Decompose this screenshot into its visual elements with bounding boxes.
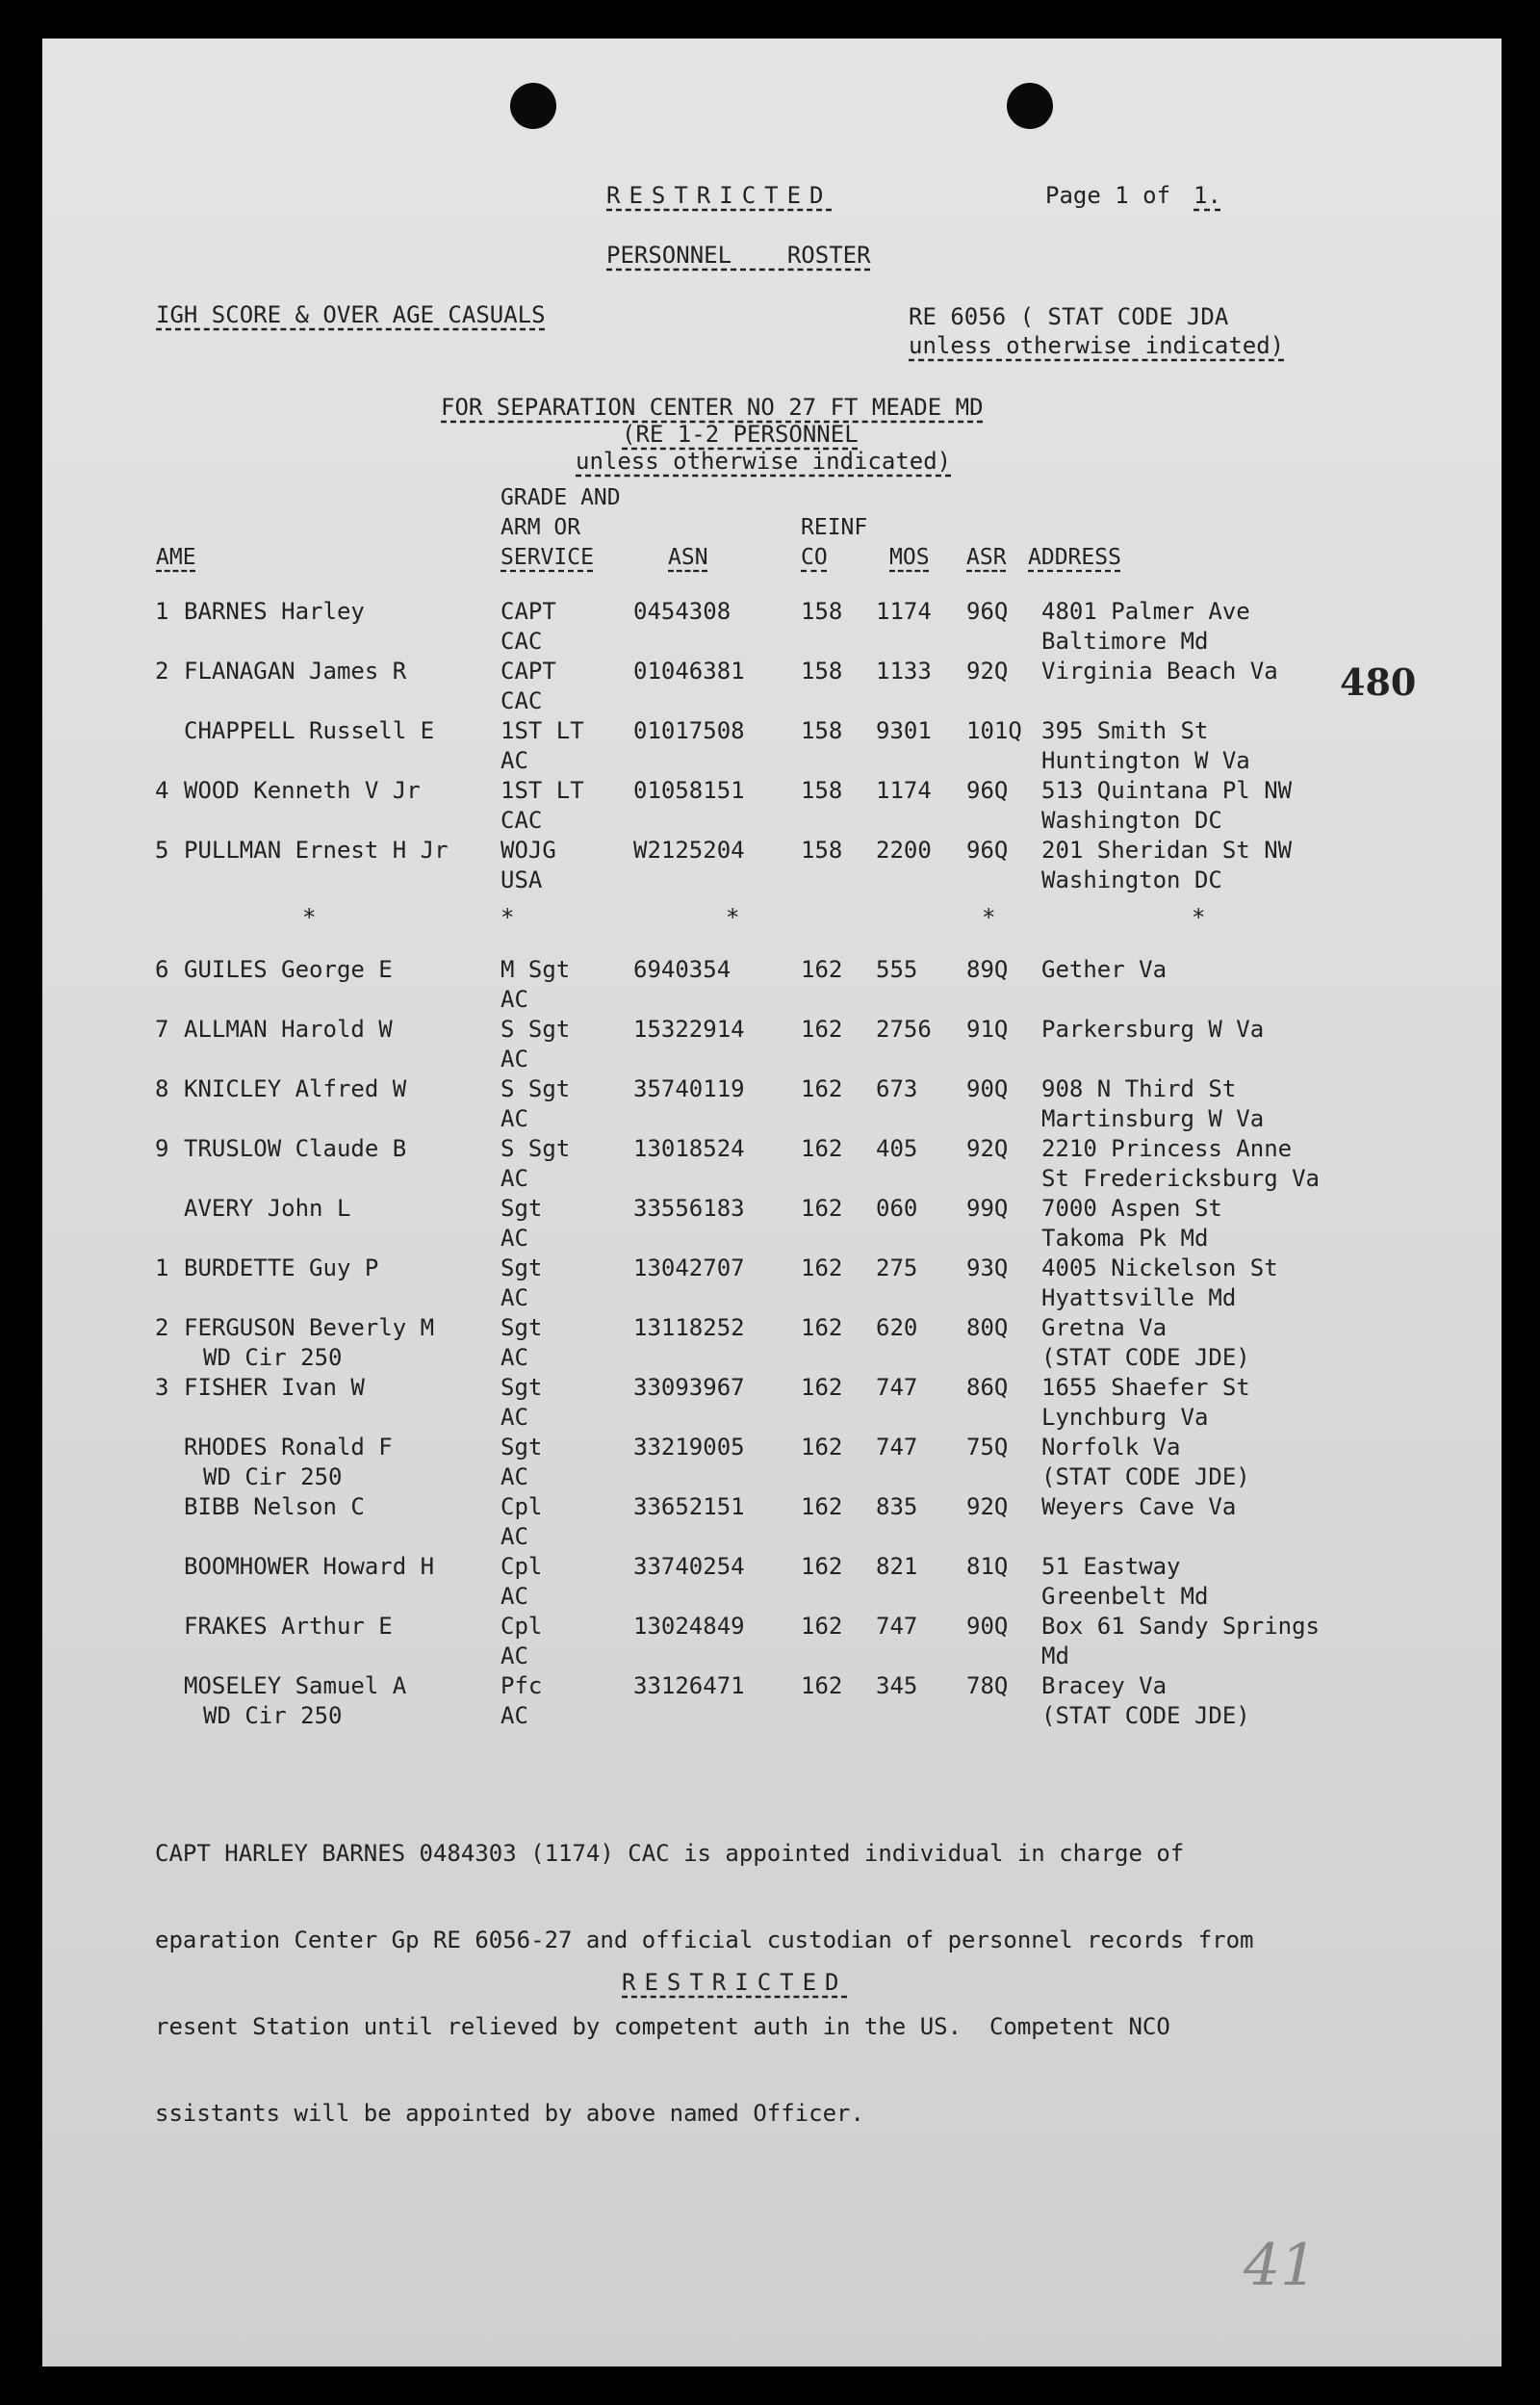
- arm-cell: AC: [500, 986, 528, 1013]
- row-number: 3: [155, 1374, 169, 1401]
- re-code-note: unless otherwise indicated): [909, 332, 1285, 359]
- reinf-co-cell: 162: [801, 1254, 843, 1281]
- col-grade-header-2: ARM OR: [500, 515, 581, 540]
- grade-cell: Cpl: [500, 1613, 543, 1640]
- table-row: [42, 1313, 1502, 1373]
- page-number: 1.: [1194, 182, 1221, 209]
- document-sheet: [42, 39, 1502, 2366]
- mos-cell: 747: [876, 1613, 918, 1640]
- col-grade-header-3: SERVICE: [500, 545, 594, 570]
- arm-cell: CAC: [500, 628, 543, 655]
- person-name: BOOMHOWER Howard H: [184, 1553, 435, 1580]
- arm-cell: AC: [500, 747, 528, 774]
- mos-cell: 555: [876, 956, 918, 983]
- address-line-2: St Fredericksburg Va: [1041, 1165, 1320, 1192]
- mos-cell: 1133: [876, 658, 932, 685]
- address-line-2: Greenbelt Md: [1041, 1583, 1209, 1610]
- table-row: [42, 776, 1502, 836]
- row-number: 8: [155, 1075, 169, 1102]
- note-line: resent Station until relieved by competent auth in the US. Competent NCO: [155, 2013, 1170, 2040]
- asn-cell: 35740119: [633, 1075, 745, 1102]
- address-line-1: Parkersburg W Va: [1041, 1016, 1265, 1043]
- page-indicator: Page 1 of: [1045, 182, 1171, 209]
- address-line-1: 7000 Aspen St: [1041, 1195, 1222, 1222]
- person-name: BARNES Harley: [184, 598, 365, 625]
- asr-cell: 92Q: [966, 1493, 1009, 1520]
- grade-cell: M Sgt: [500, 956, 571, 983]
- arm-cell: AC: [500, 1523, 528, 1550]
- person-name: ALLMAN Harold W: [184, 1016, 393, 1043]
- asn-cell: 33652151: [633, 1493, 745, 1520]
- asr-cell: 92Q: [966, 1135, 1009, 1162]
- table-row: [42, 1074, 1502, 1134]
- mos-cell: 275: [876, 1254, 918, 1281]
- reinf-co-cell: 162: [801, 1672, 843, 1699]
- grade-cell: WOJG: [500, 837, 556, 864]
- asr-cell: 101Q: [966, 717, 1022, 744]
- asr-cell: 96Q: [966, 598, 1009, 625]
- grade-cell: Cpl: [500, 1553, 543, 1580]
- person-name: BURDETTE Guy P: [184, 1254, 379, 1281]
- person-name: WOOD Kenneth V Jr: [184, 777, 421, 804]
- row-number: 5: [155, 837, 169, 864]
- destination-line-3: unless otherwise indicated): [576, 448, 952, 475]
- asn-cell: 01017508: [633, 717, 745, 744]
- address-line-2: Washington DC: [1041, 807, 1222, 834]
- classification-footer: RESTRICTED: [622, 1969, 848, 1996]
- asn-cell: 01046381: [633, 658, 745, 685]
- address-line-2: Md: [1041, 1642, 1069, 1669]
- asn-cell: 33556183: [633, 1195, 745, 1222]
- grade-cell: 1ST LT: [500, 777, 584, 804]
- table-row: [42, 1015, 1502, 1074]
- col-reinf-header-2: CO: [801, 545, 828, 570]
- arm-cell: AC: [500, 1105, 528, 1132]
- re-code: RE 6056 ( STAT CODE JDA: [909, 303, 1229, 330]
- mos-cell: 835: [876, 1493, 918, 1520]
- asn-cell: 01058151: [633, 777, 745, 804]
- mos-cell: 2200: [876, 837, 932, 864]
- separator-mark: *: [500, 904, 515, 931]
- punch-hole-right: [1007, 83, 1053, 129]
- table-row: [42, 657, 1502, 716]
- arm-cell: CAC: [500, 807, 543, 834]
- destination-line: FOR SEPARATION CENTER NO 27 FT MEADE MD: [441, 394, 984, 421]
- reinf-co-cell: 162: [801, 1613, 843, 1640]
- asn-cell: 13024849: [633, 1613, 745, 1640]
- grade-cell: CAPT: [500, 598, 556, 625]
- table-row: [42, 1134, 1502, 1194]
- grade-cell: Pfc: [500, 1672, 543, 1699]
- reinf-co-cell: 158: [801, 658, 843, 685]
- person-name: GUILES George E: [184, 956, 393, 983]
- reinf-co-cell: 162: [801, 1135, 843, 1162]
- separator-mark: *: [1192, 904, 1206, 931]
- asr-cell: 75Q: [966, 1434, 1009, 1461]
- asr-cell: 90Q: [966, 1075, 1009, 1102]
- asn-cell: 13042707: [633, 1254, 745, 1281]
- mos-cell: 747: [876, 1434, 918, 1461]
- arm-cell: AC: [500, 1284, 528, 1311]
- address-line-1: 201 Sheridan St NW: [1041, 837, 1293, 864]
- table-row: [42, 597, 1502, 657]
- address-line-2: (STAT CODE JDE): [1041, 1463, 1250, 1490]
- person-name: KNICLEY Alfred W: [184, 1075, 407, 1102]
- asr-cell: 80Q: [966, 1314, 1009, 1341]
- grade-cell: Sgt: [500, 1374, 543, 1401]
- row-number: 1: [155, 1254, 169, 1281]
- grade-cell: S Sgt: [500, 1016, 571, 1043]
- asn-cell: 15322914: [633, 1016, 745, 1043]
- row-number: 1: [155, 598, 169, 625]
- address-line-1: Box 61 Sandy Springs: [1041, 1613, 1320, 1640]
- col-asr-header: ASR: [966, 545, 1007, 570]
- asr-cell: 86Q: [966, 1374, 1009, 1401]
- mos-cell: 747: [876, 1374, 918, 1401]
- reinf-co-cell: 158: [801, 717, 843, 744]
- address-line-1: Virginia Beach Va: [1041, 658, 1278, 685]
- arm-cell: AC: [500, 1165, 528, 1192]
- asn-cell: 33740254: [633, 1553, 745, 1580]
- reinf-co-cell: 158: [801, 777, 843, 804]
- name-note: WD Cir 250: [203, 1344, 343, 1371]
- address-line-1: 2210 Princess Anne: [1041, 1135, 1293, 1162]
- reinf-co-cell: 162: [801, 1016, 843, 1043]
- page-title: PERSONNEL ROSTER: [606, 242, 871, 269]
- asr-cell: 78Q: [966, 1672, 1009, 1699]
- address-line-1: 513 Quintana Pl NW: [1041, 777, 1293, 804]
- table-row: [42, 1552, 1502, 1612]
- address-line-1: Bracey Va: [1041, 1672, 1168, 1699]
- asr-cell: 81Q: [966, 1553, 1009, 1580]
- address-line-1: Norfolk Va: [1041, 1434, 1181, 1461]
- person-name: FRAKES Arthur E: [184, 1613, 393, 1640]
- reinf-co-cell: 158: [801, 837, 843, 864]
- person-name: CHAPPELL Russell E: [184, 717, 435, 744]
- arm-cell: AC: [500, 1702, 528, 1729]
- asn-cell: 33093967: [633, 1374, 745, 1401]
- row-number: 4: [155, 777, 169, 804]
- mos-cell: 821: [876, 1553, 918, 1580]
- grade-cell: Sgt: [500, 1195, 543, 1222]
- mos-cell: 673: [876, 1075, 918, 1102]
- arm-cell: USA: [500, 866, 543, 893]
- separator-mark: *: [726, 904, 740, 931]
- destination-line-2: (RE 1-2 PERSONNEL: [622, 421, 859, 448]
- address-line-2: Martinsburg W Va: [1041, 1105, 1265, 1132]
- reinf-co-cell: 162: [801, 956, 843, 983]
- grade-cell: S Sgt: [500, 1135, 571, 1162]
- table-row: [42, 1254, 1502, 1313]
- address-line-2: Hyattsville Md: [1041, 1284, 1237, 1311]
- note-line: CAPT HARLEY BARNES 0484303 (1174) CAC is appointed individual in charge of: [155, 1840, 1185, 1867]
- address-line-2: Washington DC: [1041, 866, 1222, 893]
- mos-cell: 620: [876, 1314, 918, 1341]
- address-line-1: 395 Smith St: [1041, 717, 1209, 744]
- table-row: [42, 1671, 1502, 1731]
- reinf-co-cell: 162: [801, 1314, 843, 1341]
- col-mos-header: MOS: [889, 545, 930, 570]
- reinf-co-cell: 162: [801, 1195, 843, 1222]
- asr-cell: 96Q: [966, 837, 1009, 864]
- mos-cell: 060: [876, 1195, 918, 1222]
- grade-cell: Sgt: [500, 1314, 543, 1341]
- asn-cell: 33126471: [633, 1672, 745, 1699]
- stamp-number: 480: [1340, 660, 1417, 704]
- mos-cell: 1174: [876, 598, 932, 625]
- row-number: 6: [155, 956, 169, 983]
- asn-cell: 13118252: [633, 1314, 745, 1341]
- table-row: [42, 716, 1502, 776]
- grade-cell: S Sgt: [500, 1075, 571, 1102]
- asr-cell: 92Q: [966, 658, 1009, 685]
- grade-cell: CAPT: [500, 658, 556, 685]
- asr-cell: 91Q: [966, 1016, 1009, 1043]
- row-number: 7: [155, 1016, 169, 1043]
- reinf-co-cell: 162: [801, 1434, 843, 1461]
- table-row: [42, 1194, 1502, 1254]
- reinf-co-cell: 162: [801, 1493, 843, 1520]
- asn-cell: 0454308: [633, 598, 732, 625]
- address-line-2: (STAT CODE JDE): [1041, 1702, 1250, 1729]
- arm-cell: AC: [500, 1463, 528, 1490]
- asr-cell: 96Q: [966, 777, 1009, 804]
- name-note: WD Cir 250: [203, 1463, 343, 1490]
- reinf-co-cell: 158: [801, 598, 843, 625]
- col-grade-header-1: GRADE AND: [500, 485, 621, 510]
- grade-cell: Sgt: [500, 1254, 543, 1281]
- col-address-header: ADDRESS: [1028, 545, 1121, 570]
- mos-cell: 1174: [876, 777, 932, 804]
- address-line-2: Huntington W Va: [1041, 747, 1250, 774]
- asr-cell: 89Q: [966, 956, 1009, 983]
- address-line-1: 908 N Third St: [1041, 1075, 1237, 1102]
- address-line-1: Gether Va: [1041, 956, 1168, 983]
- person-name: FLANAGAN James R: [184, 658, 407, 685]
- arm-cell: AC: [500, 1225, 528, 1252]
- person-name: BIBB Nelson C: [184, 1493, 365, 1520]
- address-line-1: 4801 Palmer Ave: [1041, 598, 1250, 625]
- mos-cell: 345: [876, 1672, 918, 1699]
- asn-cell: 13018524: [633, 1135, 745, 1162]
- mos-cell: 9301: [876, 717, 932, 744]
- row-number: 2: [155, 1314, 169, 1341]
- asn-cell: W2125204: [633, 837, 745, 864]
- asr-cell: 93Q: [966, 1254, 1009, 1281]
- handwritten-number: 41: [1244, 2232, 1318, 2299]
- address-line-1: Weyers Cave Va: [1041, 1493, 1237, 1520]
- asn-cell: 6940354: [633, 956, 732, 983]
- separator-mark: *: [302, 904, 317, 931]
- mos-cell: 405: [876, 1135, 918, 1162]
- address-line-2: Lynchburg Va: [1041, 1404, 1209, 1431]
- person-name: FERGUSON Beverly M: [184, 1314, 435, 1341]
- arm-cell: AC: [500, 1404, 528, 1431]
- separator-mark: *: [982, 904, 996, 931]
- address-line-2: (STAT CODE JDE): [1041, 1344, 1250, 1371]
- address-line-1: 51 Eastway: [1041, 1553, 1181, 1580]
- address-line-1: 1655 Shaefer St: [1041, 1374, 1250, 1401]
- col-asn-header: ASN: [668, 545, 708, 570]
- person-name: AVERY John L: [184, 1195, 351, 1222]
- col-reinf-header-1: REINF: [801, 515, 868, 540]
- grade-cell: 1ST LT: [500, 717, 584, 744]
- reinf-co-cell: 162: [801, 1374, 843, 1401]
- address-line-2: Baltimore Md: [1041, 628, 1209, 655]
- person-name: TRUSLOW Claude B: [184, 1135, 407, 1162]
- table-row: [42, 1612, 1502, 1671]
- arm-cell: CAC: [500, 687, 543, 714]
- classification-header: RESTRICTED: [606, 182, 833, 209]
- person-name: FISHER Ivan W: [184, 1374, 365, 1401]
- grade-cell: Cpl: [500, 1493, 543, 1520]
- address-line-2: Takoma Pk Md: [1041, 1225, 1209, 1252]
- address-line-1: 4005 Nickelson St: [1041, 1254, 1278, 1281]
- table-row: [42, 836, 1502, 895]
- punch-hole-left: [510, 83, 556, 129]
- reinf-co-cell: 162: [801, 1553, 843, 1580]
- table-row: [42, 955, 1502, 1015]
- asr-cell: 90Q: [966, 1613, 1009, 1640]
- row-number: 9: [155, 1135, 169, 1162]
- table-row: [42, 1433, 1502, 1492]
- arm-cell: AC: [500, 1583, 528, 1610]
- arm-cell: AC: [500, 1344, 528, 1371]
- row-number: 2: [155, 658, 169, 685]
- note-line: eparation Center Gp RE 6056-27 and official custodian of personnel records from: [155, 1927, 1254, 1953]
- arm-cell: AC: [500, 1046, 528, 1073]
- reinf-co-cell: 162: [801, 1075, 843, 1102]
- grade-cell: Sgt: [500, 1434, 543, 1461]
- name-note: WD Cir 250: [203, 1702, 343, 1729]
- address-line-1: Gretna Va: [1041, 1314, 1168, 1341]
- person-name: MOSELEY Samuel A: [184, 1672, 407, 1699]
- unit-name: IGH SCORE & OVER AGE CASUALS: [156, 301, 546, 328]
- col-name-header: AME: [156, 545, 196, 570]
- table-row: [42, 1373, 1502, 1433]
- note-line: ssistants will be appointed by above named Officer.: [155, 2100, 864, 2127]
- table-row: [42, 1492, 1502, 1552]
- asr-cell: 99Q: [966, 1195, 1009, 1222]
- person-name: RHODES Ronald F: [184, 1434, 393, 1461]
- asn-cell: 33219005: [633, 1434, 745, 1461]
- arm-cell: AC: [500, 1642, 528, 1669]
- person-name: PULLMAN Ernest H Jr: [184, 837, 449, 864]
- mos-cell: 2756: [876, 1016, 932, 1043]
